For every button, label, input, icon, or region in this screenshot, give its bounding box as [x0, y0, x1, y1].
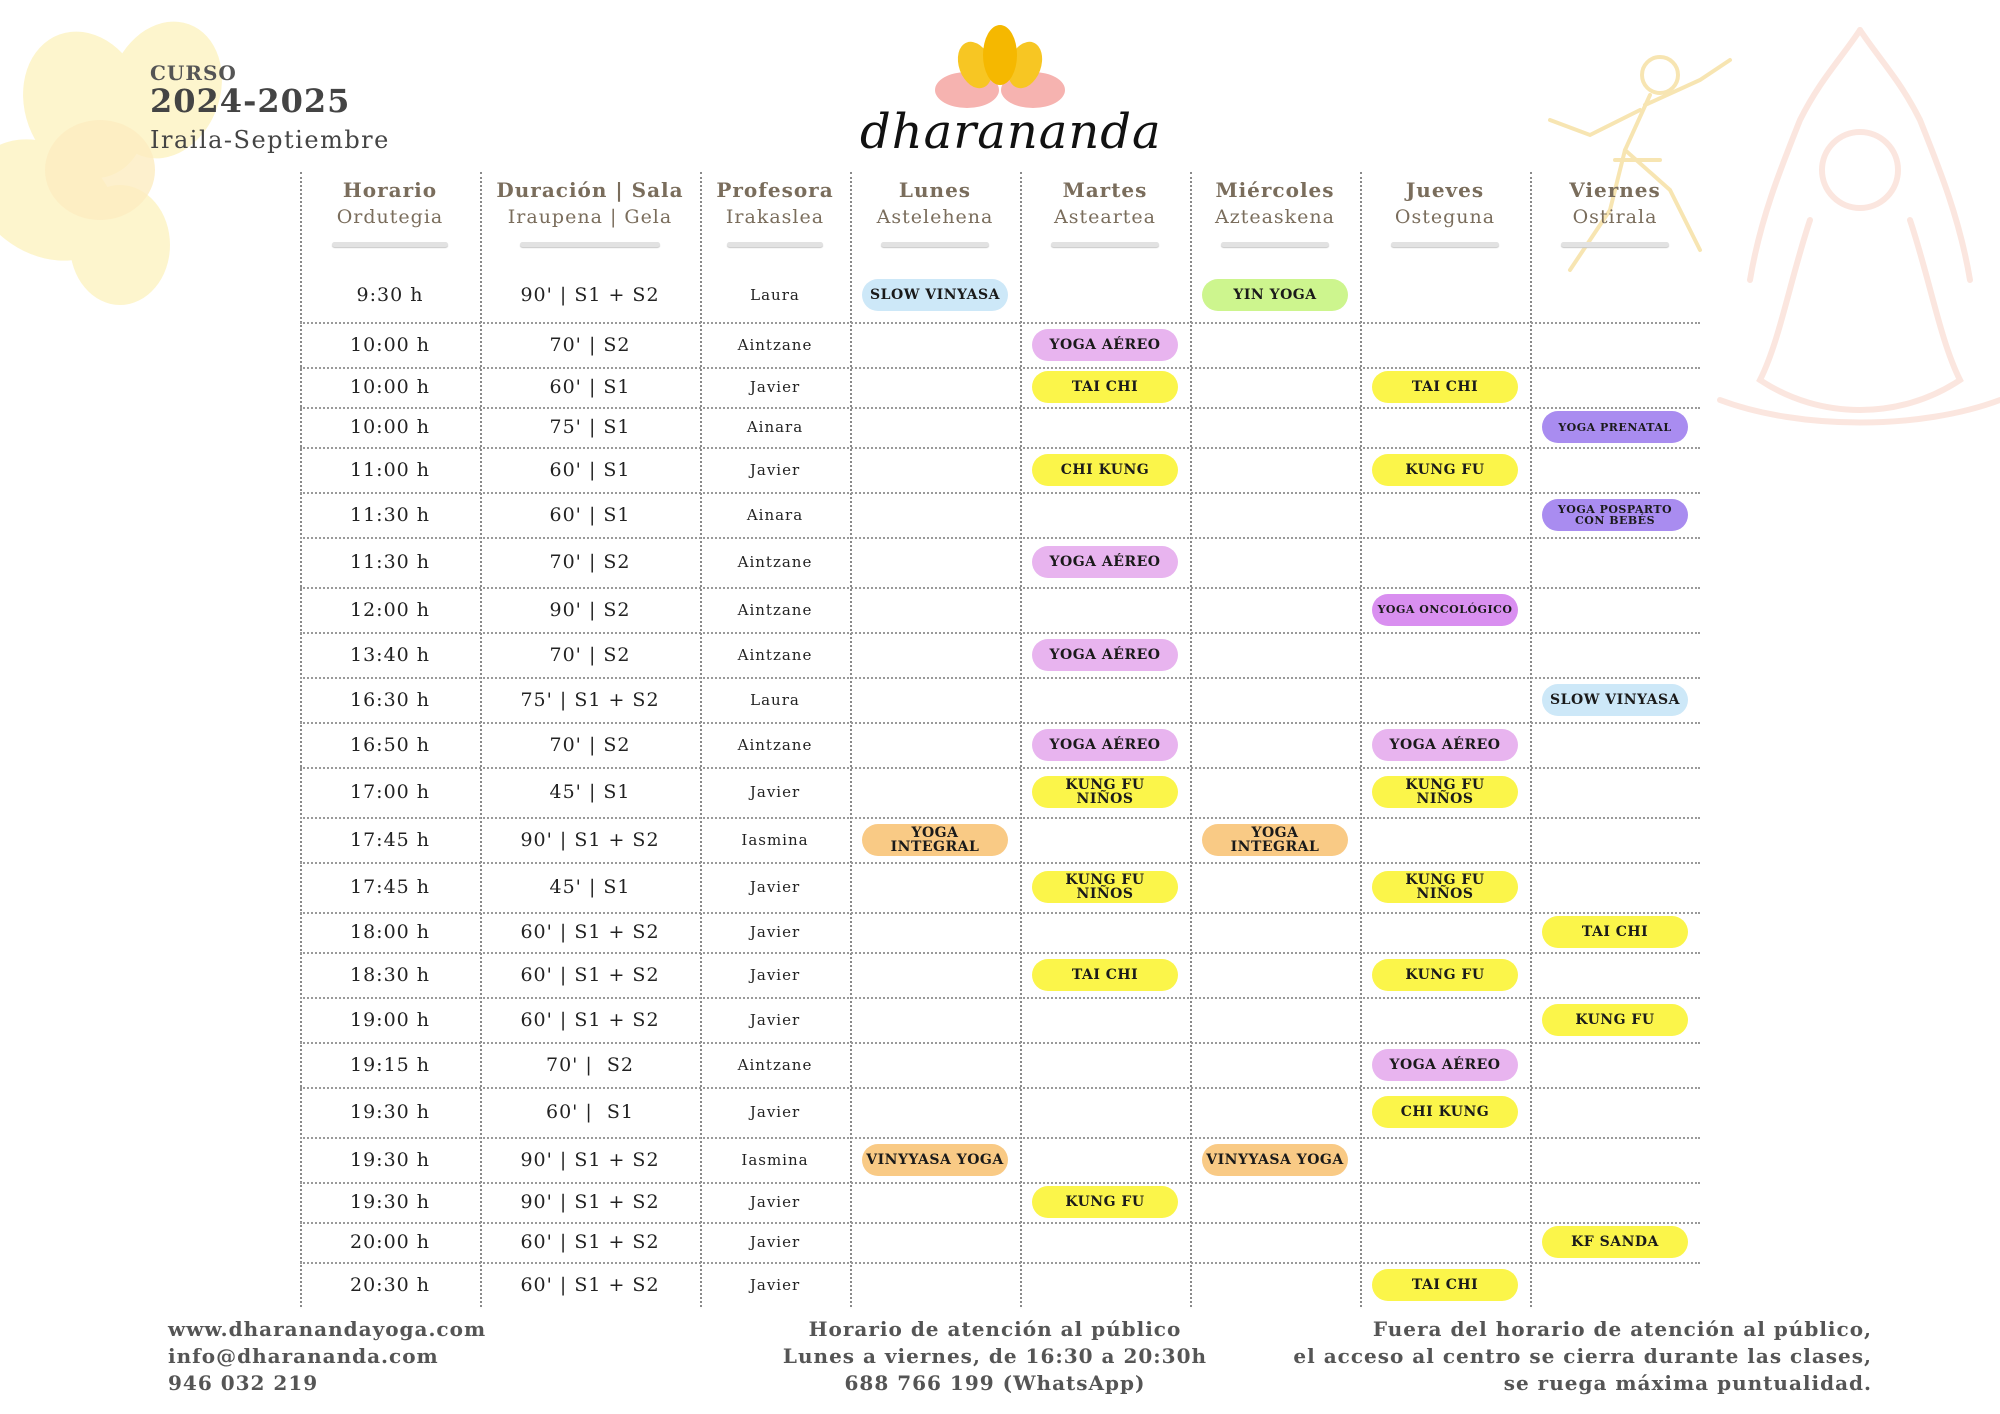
course-label: CURSO — [150, 61, 237, 85]
column-header-subtitle: Azteaskena — [1214, 206, 1335, 228]
class-pill[interactable]: KUNG FU NIÑOS — [1372, 776, 1518, 808]
teacher-cell: Aintzane — [737, 1055, 813, 1074]
column-header — [1530, 178, 1700, 228]
class-pill[interactable]: KF SANDA — [1542, 1226, 1688, 1258]
time-cell: 19:00 h — [349, 1008, 431, 1031]
class-pill[interactable]: TAI CHI — [1372, 371, 1518, 403]
time-cell: 17:00 h — [349, 781, 431, 803]
header-underline — [1051, 242, 1160, 247]
duration-cell: 60' | S1 + S2 — [520, 1273, 660, 1296]
teacher-cell: Aintzane — [737, 600, 813, 619]
class-pill[interactable]: KUNG FU NIÑOS — [1372, 871, 1518, 903]
class-pill[interactable]: SLOW VINYASA — [862, 279, 1008, 311]
teacher-cell: Javier — [749, 878, 801, 896]
lotus-logo-icon — [925, 20, 1075, 110]
duration-cell: 70' | S2 — [549, 551, 631, 573]
duration-cell: 60' | S1 + S2 — [520, 1231, 660, 1253]
column-header-subtitle: Ostirala — [1572, 206, 1658, 228]
time-cell: 17:45 h — [349, 828, 431, 851]
class-pill[interactable]: KUNG FU NIÑOS — [1032, 871, 1178, 903]
notice-line-2: el acceso al centro se cierra durante las clases, — [1293, 1344, 1872, 1368]
time-cell: 13:40 h — [349, 643, 431, 666]
time-cell: 16:50 h — [349, 733, 431, 756]
class-pill[interactable]: KUNG FU — [1032, 1186, 1178, 1218]
logo — [860, 20, 1162, 160]
teacher-cell: Laura — [750, 690, 800, 709]
time-cell: 19:30 h — [349, 1191, 431, 1213]
duration-cell: 45' | S1 — [549, 876, 631, 898]
duration-cell: 90' | S1 + S2 — [520, 1191, 660, 1213]
time-cell: 19:15 h — [349, 1053, 431, 1076]
duration-cell: 60' | S1 + S2 — [520, 1008, 660, 1031]
column-header — [1190, 178, 1360, 228]
duration-cell: 70' | S2 — [549, 733, 631, 756]
class-pill[interactable]: TAI CHI — [1372, 1269, 1518, 1301]
teacher-cell: Javier — [749, 1193, 801, 1211]
duration-cell: 60' | S1 — [549, 503, 631, 526]
duration-cell: 90' | S1 + S2 — [520, 1148, 660, 1171]
teacher-cell: Javier — [749, 783, 801, 801]
duration-cell: 60' | S1 — [549, 458, 631, 481]
duration-cell: 75' | S1 — [549, 416, 631, 438]
column-header-title: Lunes — [898, 178, 972, 202]
teacher-cell: Aintzane — [737, 735, 813, 754]
header-underline — [520, 242, 661, 247]
teacher-cell: Javier — [749, 1010, 801, 1029]
class-pill[interactable]: VINYYASA YOGA — [1202, 1144, 1348, 1176]
column-header — [480, 178, 700, 228]
time-cell: 11:00 h — [349, 458, 431, 481]
duration-cell: 45' | S1 — [549, 781, 631, 803]
teacher-cell: Javier — [749, 1103, 801, 1121]
class-pill[interactable]: YOGA INTEGRAL — [1202, 824, 1348, 856]
header-underline — [332, 242, 447, 247]
class-pill[interactable]: KUNG FU — [1542, 1004, 1688, 1036]
duration-cell: 90' | S1 + S2 — [520, 283, 660, 306]
teacher-cell: Aintzane — [737, 335, 813, 354]
notice-line-3: se ruega máxima puntualidad. — [1503, 1371, 1872, 1395]
column-header-title: Horario — [342, 178, 438, 202]
teacher-cell: Iasmina — [741, 830, 809, 849]
column-header-subtitle: Osteguna — [1394, 206, 1496, 228]
hours-title: Horario de atención al público — [808, 1317, 1182, 1341]
header-underline — [1391, 242, 1500, 247]
email-link[interactable]: info@dharananda.com — [168, 1344, 439, 1368]
class-pill[interactable]: YOGA INTEGRAL — [862, 824, 1008, 856]
course-months: Iraila-Septiembre — [150, 126, 390, 155]
teacher-cell: Ainara — [746, 418, 804, 436]
column-header-title: Martes — [1062, 178, 1148, 202]
access-notice — [1290, 1316, 1872, 1397]
duration-cell: 60' | S1 + S2 — [520, 963, 660, 986]
hours-text: Lunes a viernes, de 16:30 a 20:30h — [782, 1344, 1208, 1368]
class-pill[interactable]: YOGA AÉREO — [1032, 329, 1178, 361]
time-cell: 17:45 h — [349, 876, 431, 898]
teacher-cell: Laura — [750, 285, 800, 304]
teacher-cell: Javier — [749, 965, 801, 984]
brand-name: dharananda — [860, 104, 1162, 160]
yoga-pose-watermark-icon — [1700, 20, 2000, 440]
column-header-title: Profesora — [716, 178, 834, 202]
duration-cell: 90' | S1 + S2 — [520, 828, 660, 851]
notice-line-1: Fuera del horario de atención al público, — [1372, 1317, 1872, 1341]
column-header-subtitle: Ordutegia — [336, 206, 444, 228]
class-pill[interactable]: VINYYASA YOGA — [862, 1144, 1008, 1176]
class-pill[interactable]: SLOW VINYASA — [1542, 684, 1688, 716]
time-cell: 16:30 h — [349, 688, 431, 711]
teacher-cell: Javier — [749, 378, 801, 396]
class-pill[interactable]: KUNG FU — [1372, 959, 1518, 991]
class-pill[interactable]: TAI CHI — [1032, 959, 1178, 991]
class-pill[interactable]: YOGA AÉREO — [1372, 729, 1518, 761]
teacher-cell: Javier — [749, 1233, 801, 1251]
duration-cell: 60' | S1 — [545, 1101, 635, 1123]
class-pill[interactable]: TAI CHI — [1542, 916, 1688, 948]
class-pill[interactable]: YOGA AÉREO — [1032, 546, 1178, 578]
class-pill[interactable]: TAI CHI — [1032, 371, 1178, 403]
duration-cell: 60' | S1 + S2 — [520, 921, 660, 943]
class-pill[interactable]: YOGA AÉREO — [1372, 1049, 1518, 1081]
column-header — [1020, 178, 1190, 228]
time-cell: 11:30 h — [349, 551, 431, 573]
flower-watermark-icon — [0, 10, 350, 310]
time-cell: 20:00 h — [349, 1231, 431, 1253]
time-cell: 9:30 h — [356, 283, 424, 306]
teacher-cell: Javier — [749, 923, 801, 941]
column-header-title: Duración | Sala — [496, 178, 684, 202]
class-pill[interactable]: YOGA POSPARTO CON BEBÉS — [1542, 499, 1688, 531]
teacher-cell: Javier — [749, 1275, 801, 1294]
time-cell: 12:00 h — [349, 598, 431, 621]
teacher-cell: Iasmina — [741, 1150, 809, 1169]
column-header — [850, 178, 1020, 228]
class-pill[interactable]: YOGA ONCOLÓGICO — [1372, 594, 1518, 626]
column-header-subtitle: Iraupena | Gela — [507, 206, 673, 228]
teacher-cell: Aintzane — [737, 645, 813, 664]
column-header-title: Miércoles — [1215, 178, 1335, 202]
header-underline — [1561, 242, 1670, 247]
class-pill[interactable]: YOGA PRENATAL — [1542, 411, 1688, 443]
class-pill[interactable]: KUNG FU — [1372, 454, 1518, 486]
whatsapp-number: 688 766 199 (WhatsApp) — [844, 1371, 1146, 1395]
class-pill[interactable]: CHI KUNG — [1032, 454, 1178, 486]
column-header-title: Jueves — [1405, 178, 1485, 202]
teacher-cell: Javier — [749, 460, 801, 479]
duration-cell: 60' | S1 — [549, 376, 631, 398]
teacher-cell: Ainara — [746, 505, 804, 524]
schedule-table — [300, 172, 1700, 1307]
time-cell: 20:30 h — [349, 1273, 431, 1296]
contact-info — [168, 1316, 486, 1397]
column-header-subtitle: Irakaslea — [725, 206, 825, 228]
time-cell: 19:30 h — [349, 1148, 431, 1171]
column-header — [1360, 178, 1530, 228]
header-underline — [1221, 242, 1330, 247]
duration-cell: 70' | S2 — [549, 643, 631, 666]
teacher-cell: Aintzane — [737, 553, 813, 571]
column-header-subtitle: Astelehena — [876, 206, 994, 228]
time-cell: 18:30 h — [349, 963, 431, 986]
header-underline — [727, 242, 823, 247]
column-header — [300, 178, 480, 228]
duration-cell: 75' | S1 + S2 — [520, 688, 660, 711]
duration-cell: 90' | S2 — [549, 598, 631, 621]
time-cell: 19:30 h — [349, 1101, 431, 1123]
time-cell: 18:00 h — [349, 921, 431, 943]
column-header-title: Viernes — [1569, 178, 1661, 202]
class-pill[interactable]: CHI KUNG — [1372, 1096, 1518, 1128]
phone-number: 946 032 219 — [168, 1371, 319, 1395]
time-cell: 11:30 h — [349, 503, 431, 526]
website-link[interactable]: www.dharanandayoga.com — [168, 1317, 487, 1341]
opening-hours — [680, 1316, 1310, 1397]
time-cell: 10:00 h — [349, 333, 431, 356]
duration-cell: 70' | S2 — [545, 1053, 635, 1076]
class-pill[interactable]: YOGA AÉREO — [1032, 639, 1178, 671]
duration-cell: 70' | S2 — [549, 333, 631, 356]
class-pill[interactable]: KUNG FU NIÑOS — [1032, 776, 1178, 808]
column-header-subtitle: Asteartea — [1054, 206, 1156, 228]
course-year: 2024-2025 — [150, 82, 351, 120]
class-pill[interactable]: YOGA AÉREO — [1032, 729, 1178, 761]
time-cell: 10:00 h — [349, 376, 431, 398]
course-info — [150, 62, 390, 154]
class-pill[interactable]: YIN YOGA — [1202, 279, 1348, 311]
column-header — [700, 178, 850, 228]
header-underline — [881, 242, 990, 247]
time-cell: 10:00 h — [349, 416, 431, 438]
